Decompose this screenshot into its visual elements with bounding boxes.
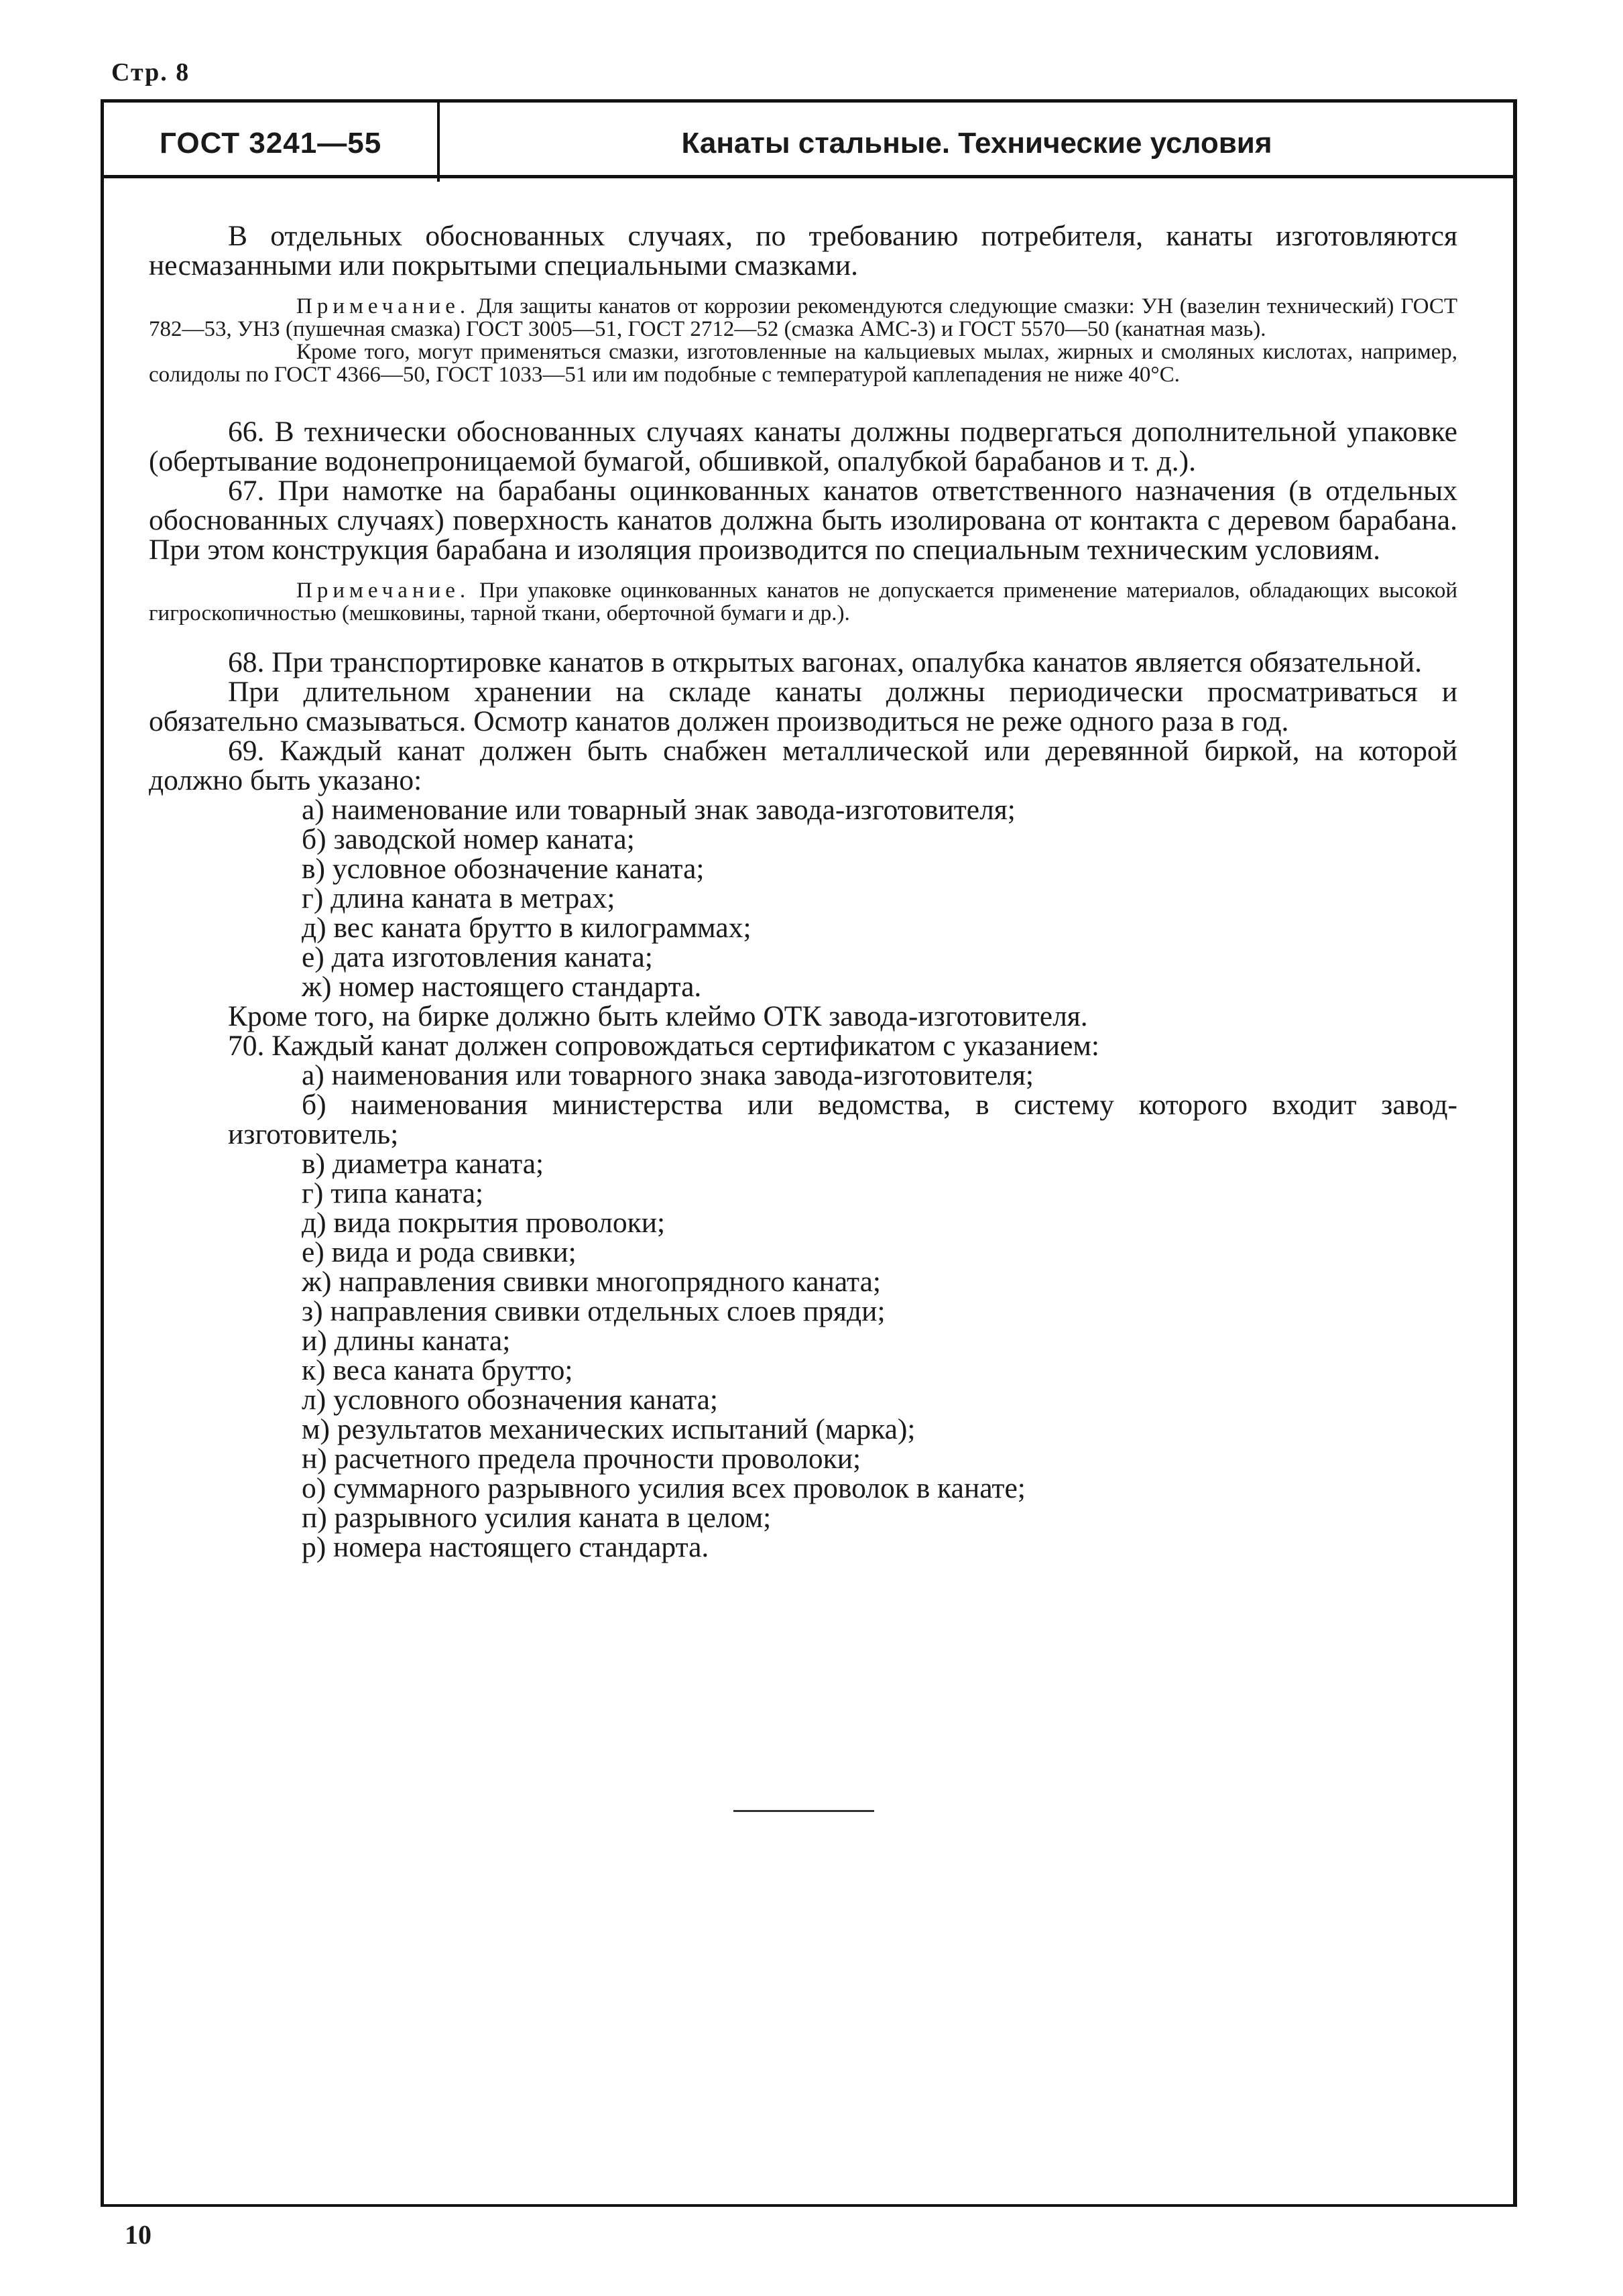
list-item: н) расчетного предела прочности проволоки;	[302, 1443, 861, 1475]
page-number-bottom: 10	[125, 2220, 152, 2250]
list-item: б) заводской номер каната;	[302, 823, 635, 855]
list-item: о) суммарного разрывного усилия всех проволок в канате;	[302, 1472, 1026, 1504]
paragraph-69-otk: Кроме того, на бирке должно быть клеймо ОТК завода-изготовителя.	[228, 1000, 1088, 1032]
list-item: р) номера настоящего стандарта.	[302, 1531, 709, 1563]
document-title: Канаты стальные. Технические условия	[681, 127, 1272, 160]
list-item: б) наименования министерства или ведомства, в систему которого входит завод-изготовитель;	[228, 1089, 1457, 1150]
list-item: е) дата изготовления каната;	[302, 941, 653, 973]
page-number-top: Стр. 8	[111, 58, 190, 86]
paragraph-67: 67. При намотке на барабаны оцинкованных канатов ответственного назначения (в отдельных обоснованных случаях) поверхность канатов должна быть изолирована от контакта с деревом барабана. При этом конструкция барабана и изоляция производится по специальным техническим условиям.	[149, 475, 1457, 566]
list-item: д) вес каната брутто в килограммах;	[302, 912, 752, 944]
page-content	[149, 221, 1457, 1562]
paragraph-68-storage: При длительном хранении на складе канаты должны периодически просматриваться и обязательно смазываться. Осмотр канатов должен производиться не реже одного раза в год.	[149, 676, 1457, 737]
paragraph-69: 69. Каждый канат должен быть снабжен металлической или деревянной биркой, на которой должно быть указано:	[149, 735, 1457, 796]
list-item: а) наименование или товарный знак завода-изготовителя;	[302, 794, 1016, 826]
paragraph-66: 66. В технически обоснованных случаях канаты должны подвергаться дополнительной упаковке (обертывание водонепроницаемой бумагой, обшивкой, опалубкой барабанов и т. д.).	[149, 416, 1457, 477]
note-label: Примечание.	[296, 294, 471, 318]
list-item: ж) направления свивки многопрядного каната;	[302, 1266, 881, 1298]
tag-requirements-list	[149, 795, 1457, 1002]
list-item: г) длина каната в метрах;	[302, 882, 615, 914]
list-item: и) длины каната;	[302, 1325, 511, 1357]
paragraph-intro: В отдельных обоснованных случаях, по требованию потребителя, канаты изготовляются несмазанными или покрытыми специальными смазками.	[149, 220, 1457, 282]
list-item: м) результатов механических испытаний (марка);	[302, 1413, 916, 1445]
list-item: в) условное обозначение каната;	[302, 853, 705, 885]
list-item: п) разрывного усилия каната в целом;	[302, 1502, 772, 1534]
list-item: е) вида и рода свивки;	[302, 1236, 577, 1268]
note-lubricants	[149, 295, 1457, 341]
list-item: ж) номер настоящего стандарта.	[302, 971, 702, 1003]
note-lubricants-continued: Кроме того, могут применяться смазки, изготовленные на кальциевых мылах, жирных и смоляных кислотах, например, солидолы по ГОСТ 4366—50, ГОСТ 1033—51 или им подобные с температурой каплепадения не ниже 40°С.	[149, 340, 1457, 387]
paragraph-68: 68. При транспортировке канатов в открытых вагонах, опалубка канатов является обязательной.	[228, 646, 1422, 678]
list-item: в) диаметра каната;	[302, 1148, 544, 1180]
note-packaging	[149, 579, 1457, 625]
list-item: а) наименования или товарного знака завода-изготовителя;	[302, 1059, 1034, 1091]
list-item: д) вида покрытия проволоки;	[302, 1207, 666, 1239]
list-item: л) условного обозначения каната;	[302, 1384, 719, 1416]
list-item: г) типа каната;	[302, 1177, 484, 1209]
certificate-requirements-list	[149, 1061, 1457, 1562]
end-rule	[733, 1810, 874, 1812]
note-text: Для защиты канатов от коррозии рекомендуются следующие смазки: УН (вазелин технический) ГОСТ 782—53, УНЗ (пушечная смазка) ГОСТ 3005—51, ГОСТ 2712—52 (смазка АМС-3) и ГОСТ 5570—50 (канатная мазь).	[149, 294, 1457, 341]
list-item: к) веса каната брутто;	[302, 1354, 573, 1386]
gost-number: ГОСТ 3241—55	[160, 127, 382, 160]
note-label: Примечание.	[296, 579, 471, 603]
list-item: з) направления свивки отдельных слоев пряди;	[302, 1295, 886, 1327]
document-header	[101, 99, 1514, 178]
note-text: При упаковке оцинкованных канатов не допускается применение материалов, обладающих высокой гигроскопичностью (мешковины, тарной ткани, оберточной бумаги и др.).	[149, 579, 1457, 625]
paragraph-70: 70. Каждый канат должен сопровождаться сертификатом с указанием:	[228, 1030, 1099, 1062]
